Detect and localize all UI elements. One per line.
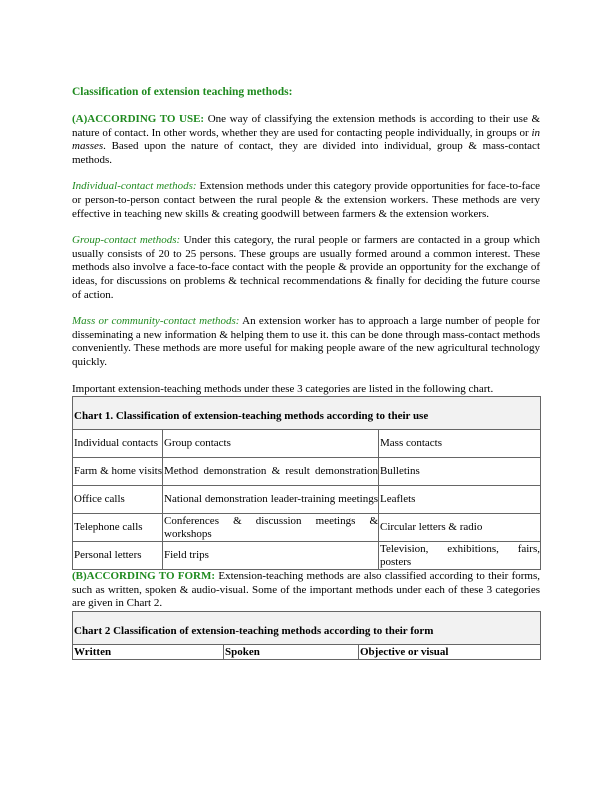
mass-paragraph <box>72 315 540 369</box>
chart-1-header-cell: Individual contacts <box>73 430 163 458</box>
table-cell: Method demonstration & result demonstration <box>163 458 379 486</box>
section-a-text-italic: in masses <box>72 126 540 153</box>
document-body <box>72 86 540 660</box>
group-lead: Group-contact methods: <box>72 234 181 247</box>
table-cell: Bulletins <box>379 458 541 486</box>
table-cell: Farm & home visits <box>73 458 163 486</box>
section-a-paragraph <box>72 113 540 167</box>
individual-text: Extension methods under this category provide opportunities for face-to-face or person-to-person contact between the rural people & the extension workers. These methods are very effective in teaching new skills & creating goodwill between farmers & the extension workers. <box>72 180 540 220</box>
table-cell: Conferences & discussion meetings & workshops <box>164 515 378 540</box>
table-row <box>73 458 541 486</box>
section-a-text-1: One way of classifying the extension methods is according to their use & nature of contact. In other words, whether they are used for contacting people individually, in groups or <box>72 113 540 139</box>
section-b-paragraph <box>72 570 540 611</box>
table-cell: Telephone calls <box>73 514 163 542</box>
table-cell: Television, exhibitions, fairs, posters <box>380 543 541 568</box>
table-cell: National demonstration leader-training meetings <box>163 486 379 514</box>
individual-lead: Individual-contact methods: <box>72 180 197 193</box>
group-text: Under this category, the rural people or farmers are contacted in a group which usually consists of 20 to 25 persons. These groups are usually formed around a common interest. These methods also involve a face-to-face contact with the people & provide an opportunity for the exchange of ideas, for discussions on problems & technical recommendations & finally for deciding the future course of action. <box>72 234 540 301</box>
table-row <box>73 514 541 542</box>
mass-lead: Mass or community-contact methods: <box>72 315 240 328</box>
chart-2-header-cell: Objective or visual <box>359 644 541 659</box>
table-row <box>73 486 541 514</box>
chart-1-header-cell: Group contacts <box>163 430 379 458</box>
section-a-lead: (A)ACCORDING TO USE: <box>72 113 205 125</box>
chart-2-header-cell: Written <box>73 644 224 659</box>
mass-text: An extension worker has to approach a large number of people for disseminating a new information & helping them to use it. this can be done through mass-contact methods conveniently. These methods are more useful for making people aware of the new agricultural technology quickly. <box>72 315 540 368</box>
section-b-text: Extension-teaching methods are also classified according to their forms, such as written, spoken & audio-visual. Some of the important methods under each of these 3 categories are given in Chart 2. <box>72 570 541 610</box>
chart-2-caption: Chart 2 Classification of extension-teaching methods according to their form <box>73 611 541 644</box>
section-a-text-2: . Based upon the nature of contact, they are divided into individual, group & mass-contact methods. <box>72 140 540 166</box>
chart-intro: Important extension-teaching methods under these 3 categories are listed in the following chart. <box>72 382 494 395</box>
page-title: Classification of extension teaching methods: <box>72 86 293 98</box>
chart-2-table <box>72 611 541 660</box>
table-cell: Personal letters <box>73 542 163 570</box>
table-cell: Circular letters & radio <box>379 514 541 542</box>
chart-1-table <box>72 396 541 570</box>
section-b-lead: (B)ACCORDING TO FORM: <box>72 570 216 583</box>
chart-1-caption: Chart 1. Classification of extension-teaching methods according to their use <box>73 397 541 430</box>
table-cell: Office calls <box>73 486 163 514</box>
table-cell: Field trips <box>163 542 379 570</box>
table-cell: Leaflets <box>379 486 541 514</box>
individual-paragraph <box>72 180 540 221</box>
group-paragraph <box>72 234 540 302</box>
chart-2-header-cell: Spoken <box>224 644 359 659</box>
chart-1-header-cell: Mass contacts <box>379 430 541 458</box>
table-row <box>73 542 541 570</box>
